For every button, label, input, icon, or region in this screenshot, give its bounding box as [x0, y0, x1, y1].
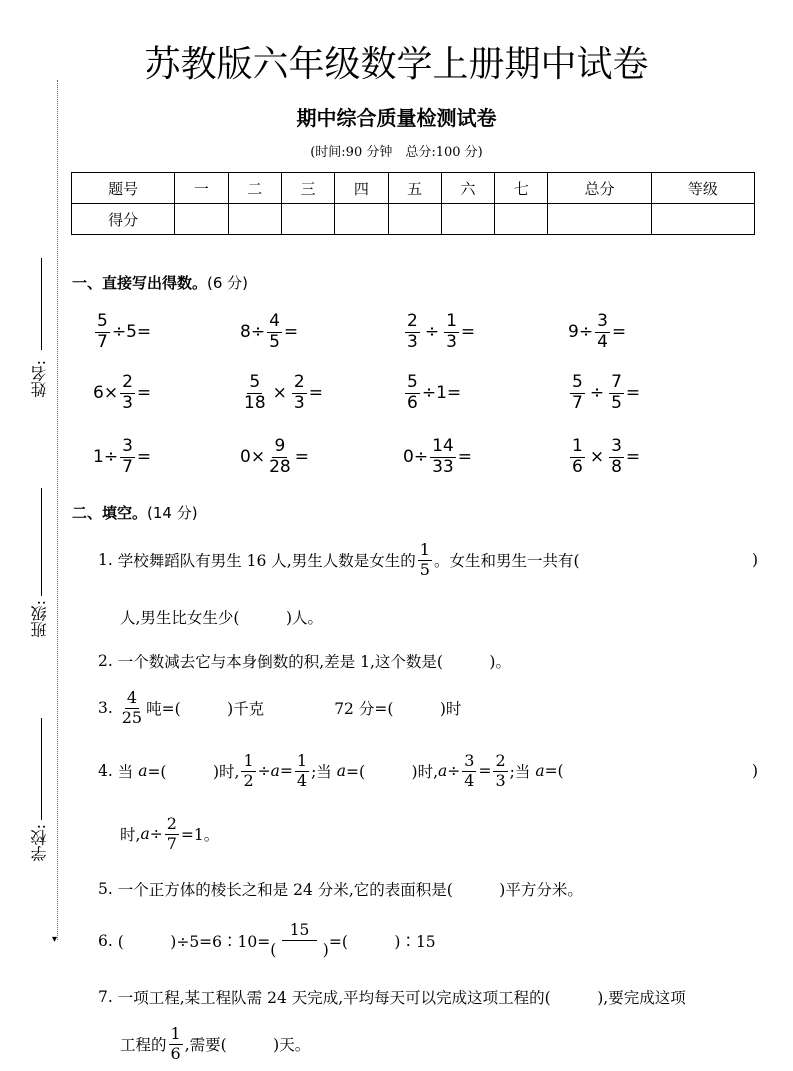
fraction: $\frac{15}{( )}$: [270, 921, 329, 960]
fraction: $\frac{14}{33}$: [432, 436, 454, 477]
score-table: [71, 172, 755, 235]
calc-item: $\frac{2}{3}$ ÷ $\frac{1}{3}$ =: [407, 311, 476, 352]
school-line: [41, 718, 42, 820]
question-5: 5. 一个正方体的棱长之和是 24 分米,它的表面积是( )平方分米。: [98, 880, 583, 899]
section2-score: (14 分): [147, 504, 198, 522]
document-title: 苏教版六年级数学上册期中试卷: [144, 44, 649, 85]
name-label: 姓名:: [30, 360, 49, 398]
table-cell: 三: [281, 173, 334, 204]
question-2: 2. 一个数减去它与本身倒数的积,差是 1,这个数是( )。: [98, 652, 511, 671]
score-input-cell[interactable]: [281, 204, 334, 235]
score-input-cell[interactable]: [335, 204, 388, 235]
table-cell: 四: [335, 173, 388, 204]
fraction: $\frac{1}{6}$: [572, 436, 583, 477]
class-label: 班级:: [30, 600, 49, 638]
calc-item: 1÷ $\frac{3}{7}$ =: [93, 436, 152, 477]
calc-item: $\frac{5}{18}$ × $\frac{2}{3}$ =: [244, 372, 323, 413]
fraction: $\frac{2}{3}$: [495, 751, 506, 790]
fraction: $\frac{1}{6}$: [170, 1024, 181, 1063]
calc-item: $\frac{5}{6}$ ÷1=: [407, 372, 462, 413]
question-3: 3. $\frac{4}{25}$ 吨=( )千克 72 分=( )时: [98, 688, 462, 727]
time-info: (时间:90 分钟 总分:100 分): [310, 145, 483, 160]
section1-title: 一、直接写出得数。: [72, 274, 208, 292]
score-input-cell[interactable]: [228, 204, 281, 235]
question-4: 4. 当 a =( )时, $\frac{1}{2}$ ÷ a = $\frac{1}{4}$ ;当 a =( )时, a ÷ $\frac{3}{4}$ = $\frac{2}{3}$ ;当 a =( ): [98, 751, 758, 790]
fraction: $\frac{3}{4}$: [464, 751, 475, 790]
score-input-cell[interactable]: [548, 204, 651, 235]
question-6: 6. ( )÷5=6∶10= $\frac{15}{( )}$ =( )∶15: [98, 921, 436, 960]
name-line: [41, 258, 42, 350]
fraction: $\frac{9}{28}$: [269, 436, 291, 477]
calc-item: 0× $\frac{9}{28}$ =: [240, 436, 309, 477]
score-table-header-row: [72, 173, 755, 204]
fraction: $\frac{1}{5}$: [419, 540, 430, 579]
class-line: [41, 488, 42, 596]
calc-item: 0÷ $\frac{14}{33}$ =: [403, 436, 472, 477]
calc-item: $\frac{5}{7}$ ÷ $\frac{7}{5}$ =: [572, 372, 641, 413]
fraction: $\frac{2}{3}$: [122, 372, 133, 413]
fraction: $\frac{3}{7}$: [122, 436, 133, 477]
fraction: $\frac{5}{7}$: [97, 311, 108, 352]
table-cell: 得分: [72, 204, 175, 235]
score-input-cell[interactable]: [388, 204, 441, 235]
score-input-cell[interactable]: [651, 204, 754, 235]
fraction: $\frac{3}{4}$: [597, 311, 608, 352]
section1-heading: [72, 272, 248, 293]
calc-item: 6× $\frac{2}{3}$ =: [93, 372, 152, 413]
fraction: $\frac{1}{4}$: [296, 751, 308, 790]
question-7-line2: 工程的 $\frac{1}{6}$ ,需要( )天。: [120, 1024, 311, 1063]
table-cell: 七: [495, 173, 548, 204]
fraction: $\frac{1}{2}$: [243, 751, 254, 790]
score-input-cell[interactable]: [175, 204, 228, 235]
fraction: $\frac{3}{8}$: [611, 436, 622, 477]
table-cell: 等级: [651, 173, 754, 204]
table-cell: 一: [175, 173, 228, 204]
table-cell: 六: [441, 173, 494, 204]
exam-title: 期中综合质量检测试卷: [296, 106, 497, 130]
section2-title: 二、填空。: [72, 504, 148, 522]
score-table-score-row: [72, 204, 755, 235]
question-7: 7. 一项工程,某工程队需 24 天完成,平均每天可以完成这项工程的( ),要完成这项: [98, 988, 686, 1007]
fraction: $\frac{4}{5}$: [269, 311, 280, 352]
fraction: $\frac{5}{7}$: [572, 372, 583, 413]
fraction: $\frac{7}{5}$: [611, 372, 622, 413]
calc-item: $\frac{1}{6}$ × $\frac{3}{8}$ =: [572, 436, 641, 477]
fraction: $\frac{4}{25}$: [121, 688, 143, 727]
question-1: 1. 学校舞蹈队有男生 16 人,男生人数是女生的 $\frac{1}{5}$ 。女生和男生一共有( ): [98, 540, 758, 579]
section2-heading: [72, 502, 198, 523]
table-cell: 总分: [548, 173, 651, 204]
table-cell: 二: [228, 173, 281, 204]
question-1-line2: 人,男生比女生少( )人。: [120, 609, 324, 627]
fraction: $\frac{5}{18}$: [244, 372, 266, 413]
school-label: 学校:: [30, 824, 49, 862]
score-input-cell[interactable]: [495, 204, 548, 235]
fraction: $\frac{5}{6}$: [407, 372, 418, 413]
binding-dotted-line: [57, 80, 58, 940]
margin-mark: ▾: [52, 934, 58, 945]
fraction: $\frac{1}{3}$: [446, 311, 457, 352]
table-cell: 题号: [72, 173, 175, 204]
score-input-cell[interactable]: [441, 204, 494, 235]
calc-item: 8÷ $\frac{4}{5}$ =: [240, 311, 299, 352]
fraction: $\frac{2}{3}$: [407, 311, 418, 352]
table-cell: 五: [388, 173, 441, 204]
fraction: $\frac{2}{3}$: [293, 372, 305, 413]
question-4-line2: 时, a ÷ $\frac{2}{7}$ =1。: [120, 814, 220, 853]
calc-item: 9÷ $\frac{3}{4}$ =: [568, 311, 627, 352]
calc-item: $\frac{5}{7}$ ÷5=: [97, 311, 152, 352]
fraction: $\frac{2}{7}$: [166, 814, 177, 853]
section1-score: (6 分): [207, 274, 249, 292]
